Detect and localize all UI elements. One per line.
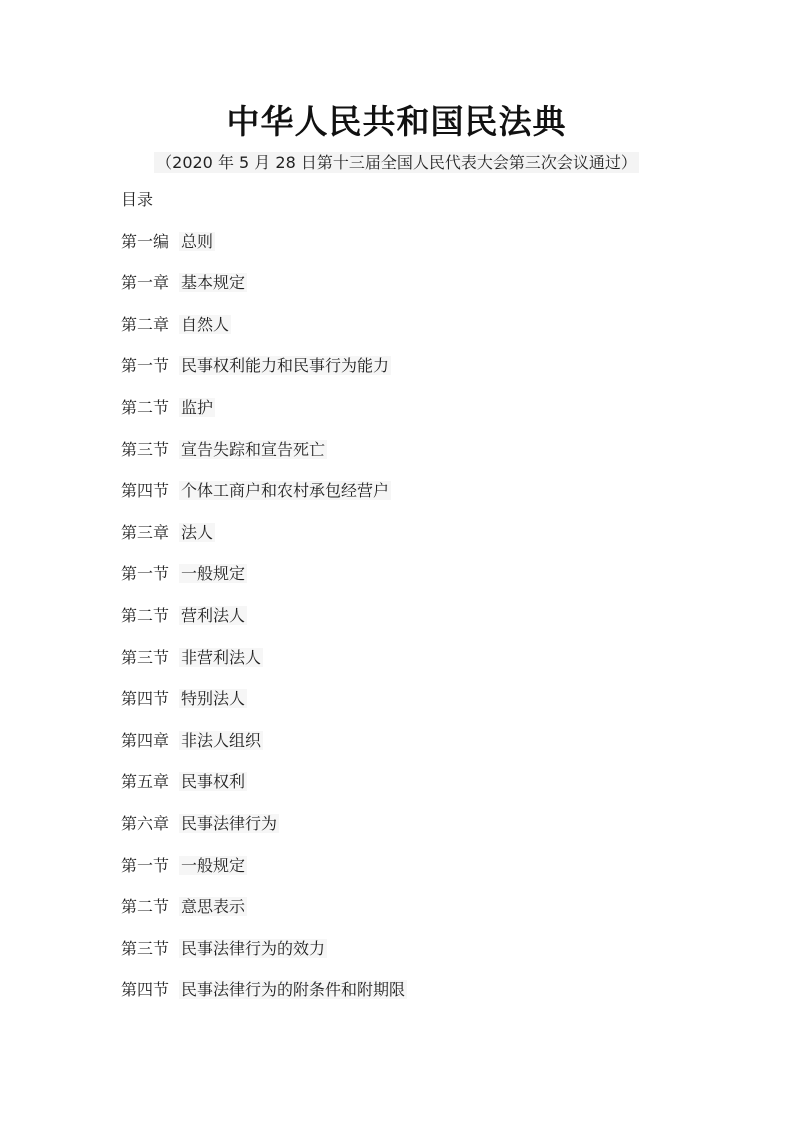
toc-entry-text: 个体工商户和农村承包经营户 [181, 481, 390, 501]
toc-entry [121, 440, 681, 482]
toc-entry-text: 民事法律行为的附条件和附期限 [181, 980, 406, 1000]
toc-entry [121, 564, 681, 606]
toc-entry-text: 非法人组织 [181, 730, 262, 750]
toc-entry-label: 第二节 [121, 397, 170, 417]
toc-entry-text: 一般规定 [181, 855, 246, 875]
toc-entry [121, 980, 681, 1022]
toc-entry-text: 民事法律行为 [181, 813, 278, 833]
toc-entry-label: 第一节 [121, 855, 170, 875]
toc-entry-text: 非营利法人 [181, 647, 262, 667]
toc-entry [121, 939, 681, 981]
toc-entry-label: 第三节 [121, 439, 170, 459]
toc-entry [121, 523, 681, 565]
toc-entry-label: 第四节 [121, 689, 170, 709]
toc-entry-label: 第三节 [121, 647, 170, 667]
toc-entry-text: 民事权利 [181, 772, 246, 792]
toc-entry [121, 481, 681, 523]
toc-heading: 目录 [121, 190, 154, 209]
toc-entry-text: 营利法人 [181, 605, 246, 625]
toc-entry-text: 自然人 [181, 314, 230, 334]
toc-entry [121, 897, 681, 939]
toc-entry [121, 315, 681, 357]
toc-entry-label: 第一节 [121, 564, 170, 584]
toc-entry-label: 第一章 [121, 273, 170, 293]
toc-entry [121, 398, 681, 440]
toc-entry [121, 856, 681, 898]
document-title: 中华人民共和国民法典 [226, 102, 567, 141]
toc-entry-label: 第三节 [121, 938, 170, 958]
toc-entry-label: 第四节 [121, 481, 170, 501]
toc-entry [121, 689, 681, 731]
toc-entry-label: 第二章 [121, 314, 170, 334]
toc-entry-text: 法人 [181, 522, 214, 542]
toc-entry-text: 基本规定 [181, 273, 246, 293]
toc-entry [121, 731, 681, 773]
toc-entry-label: 第一编 [121, 231, 170, 251]
toc-entry-label: 第一节 [121, 356, 170, 376]
toc-entry-text: 民事法律行为的效力 [181, 938, 326, 958]
toc-entry-label: 第二节 [121, 897, 170, 917]
toc-entry-text: 总则 [181, 231, 214, 251]
toc-entry [121, 814, 681, 856]
toc-entry-label: 第四节 [121, 980, 170, 1000]
toc-entry [121, 232, 681, 274]
document-subtitle [0, 150, 793, 173]
table-of-contents [121, 190, 681, 1022]
toc-entry-label: 第四章 [121, 730, 170, 750]
toc-entry [121, 273, 681, 315]
toc-entry-text: 一般规定 [181, 564, 246, 584]
toc-entry-label: 第三章 [121, 522, 170, 542]
toc-entry-label: 第六章 [121, 813, 170, 833]
toc-entry-label: 第二节 [121, 605, 170, 625]
subtitle-text: （2020 年 5 月 28 日第十三届全国人民代表大会第三次会议通过） [156, 153, 637, 172]
toc-entry-text: 监护 [181, 397, 214, 417]
toc-entry-label: 第五章 [121, 772, 170, 792]
toc-entry [121, 356, 681, 398]
toc-entry-text: 宣告失踪和宣告死亡 [181, 439, 326, 459]
toc-entry-text: 特别法人 [181, 689, 246, 709]
toc-entry-text: 民事权利能力和民事行为能力 [181, 356, 390, 376]
toc-entry [121, 772, 681, 814]
toc-entry [121, 606, 681, 648]
toc-entry [121, 648, 681, 690]
toc-entry-text: 意思表示 [181, 897, 246, 917]
